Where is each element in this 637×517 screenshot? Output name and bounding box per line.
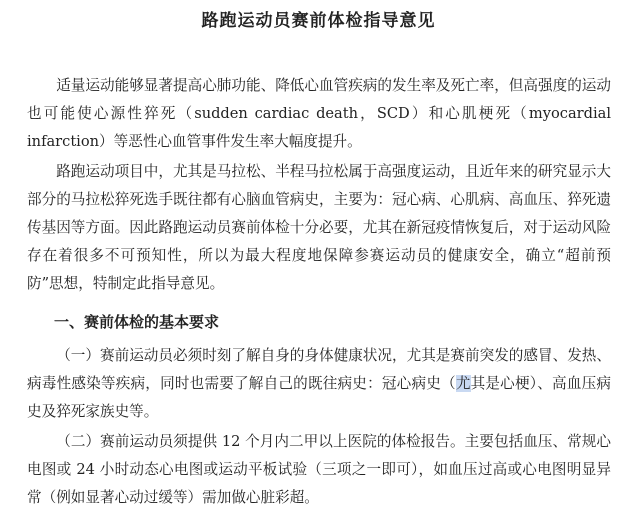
intro-paragraph-1: 适量运动能够显著提高心肺功能、降低心血管疾病的发生率及死亡率，但高强度的运动也可能使心源性猝死（sudden cardiac death，SCD）和心肌梗死（myocardial infarction）等恶性心血管事件发生率大幅度提升。 [27, 77, 611, 150]
item1-text-after: 其是心梗）、高血压病史及猝死家族史等。 [27, 375, 611, 420]
item1-text-before: （一）赛前运动员必须时刻了解自身的身体健康状况，尤其是赛前突发的感冒、发热、病毒性感染等疾病，同时也需要了解自己的既往病史：冠心病史（ [27, 347, 611, 392]
section-heading-basic-requirements: 一、赛前体检的基本要求 [54, 313, 220, 331]
document-title: 路跑运动员赛前体检指导意见 [201, 11, 436, 31]
intro-paragraph-2: 路跑运动项目中，尤其是马拉松、半程马拉松属于高强度运动，且近年来的研究显示大部分的马拉松猝死选手既往都有心脑血管病史，主要为：冠心病、心肌病、高血压、猝死遗传基因等方面。因此路跑运动员赛前体检十分必要，尤其在新冠疫情恢复后，对于运动风险存在着很多不可预知性，所以为最大程度地保障参赛运动员的健康安全，确立“超前预防”思想，特制定此指导意见。 [27, 163, 611, 292]
requirement-item-2: （二）赛前运动员须提供 12 个月内二甲以上医院的体检报告。主要包括血压、常规心电图或 24 小时动态心电图或运动平板试验（三项之一即可），如血压过高或心电图明显异常（例如显著心动过缓等）需加做心脏彩超。 [27, 433, 611, 506]
text-selection-highlight[interactable]: 尤 [455, 375, 471, 392]
requirement-item-1 [27, 342, 611, 426]
